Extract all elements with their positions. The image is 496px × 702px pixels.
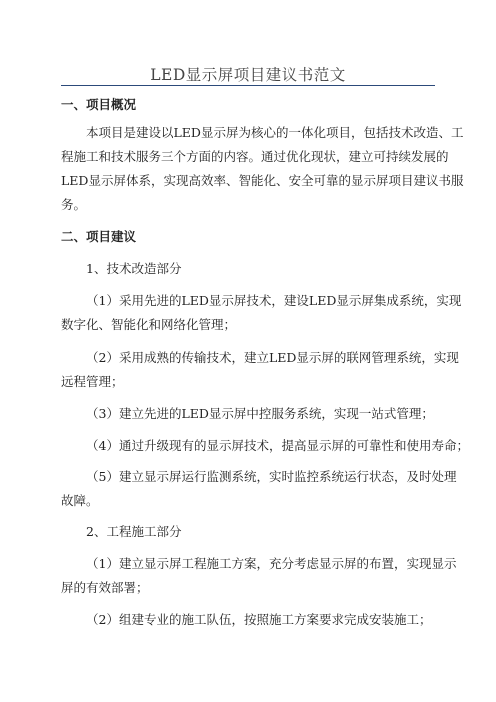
section-heading: 一、项目概况 <box>61 97 137 112</box>
list-item-line: （5）建立显示屏运行监测系统，实时监控系统运行状态，及时处理 <box>86 469 457 484</box>
section-heading: 二、项目建议 <box>61 229 137 244</box>
list-item-line: （1）采用先进的LED显示屏技术，建设LED显示屏集成系统，实现 <box>86 293 462 308</box>
list-item-line: 远程管理； <box>61 374 124 389</box>
subsection-heading: 1、技术改造部分 <box>86 261 182 276</box>
paragraph-line: 务。 <box>61 197 87 212</box>
title-divider <box>61 85 435 86</box>
list-item-line: （4）通过升级现有的显示屏技术，提高显示屏的可靠性和使用寿命； <box>86 438 469 453</box>
list-item-line: 数字化、智能化和网络化管理； <box>61 317 237 332</box>
paragraph-line: 程施工和技术服务三个方面的内容。通过优化现状，建立可持续发展的 <box>61 149 449 164</box>
list-item-line: 故障。 <box>61 493 99 508</box>
list-item-line: （2）采用成熟的传输技术，建立LED显示屏的联网管理系统，实现 <box>86 350 459 365</box>
paragraph-line: 本项目是建设以LED显示屏为核心的一体化项目，包括技术改造、工 <box>86 125 464 140</box>
subsection-heading: 2、工程施工部分 <box>86 524 182 539</box>
list-item-line: （3）建立先进的LED显示屏中控服务系统，实现一站式管理； <box>86 406 434 421</box>
list-item-line: （2）组建专业的施工队伍，按照施工方案要求完成安装施工； <box>86 612 432 627</box>
paragraph-line: LED显示屏体系，实现高效率、智能化、安全可靠的显示屏项目建议书服 <box>61 173 464 188</box>
list-item-line: （1）建立显示屏工程施工方案，充分考虑显示屏的布置，实现显示 <box>86 556 457 571</box>
document-title: LED显示屏项目建议书范文 <box>150 66 346 84</box>
list-item-line: 屏的有效部署； <box>61 580 149 595</box>
